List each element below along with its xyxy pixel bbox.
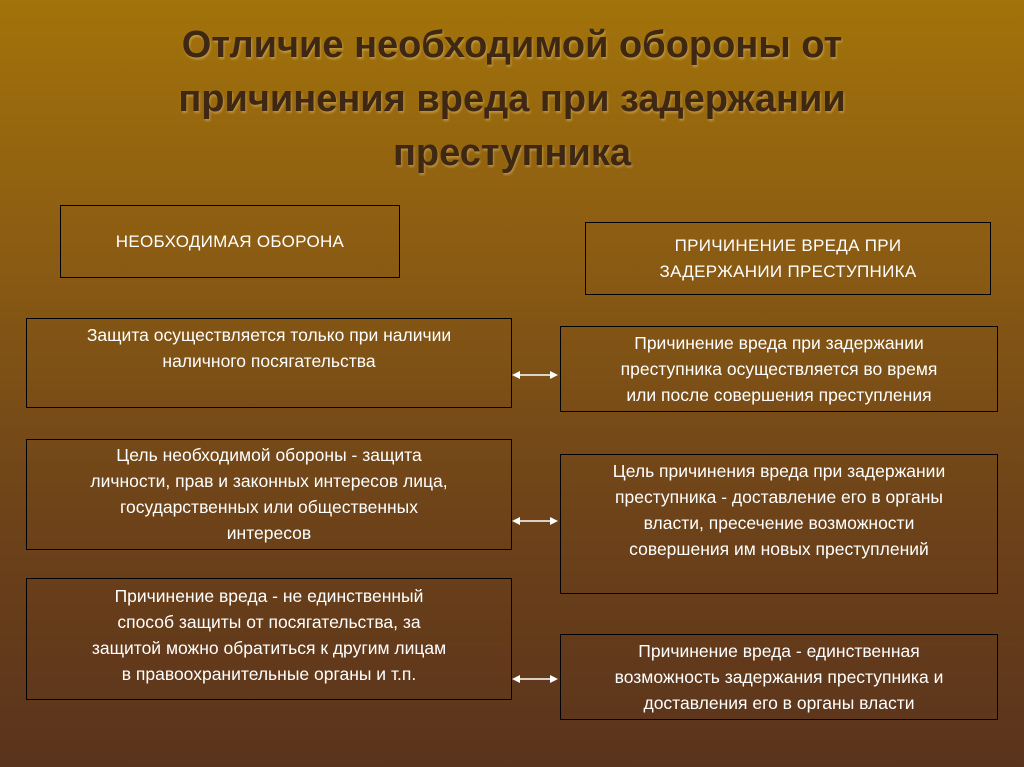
left-header-box: [60, 205, 400, 278]
text-line: способ защиты от посягательства, за: [117, 612, 421, 632]
text-line: преступника - доставление его в органы: [615, 487, 943, 507]
text-line: или после совершения преступления: [626, 385, 932, 405]
text-line: Причинение вреда - не единственный: [114, 586, 424, 606]
text-line: преступника осуществляется во время: [620, 359, 938, 379]
title-line: причинения вреда при задержании: [178, 78, 846, 120]
text-line: доставления его в органы власти: [643, 693, 915, 713]
title-line: Отличие необходимой обороны от: [181, 24, 843, 66]
left-box-1: [26, 318, 512, 408]
text-line: возможность задержания преступника и: [614, 667, 944, 687]
left-box-3: [26, 578, 512, 700]
text-line: интересов: [226, 523, 312, 543]
left-header-text: НЕОБХОДИМАЯ ОБОРОНА: [115, 231, 345, 251]
slide-title: [60, 18, 964, 180]
text-line: защитой можно обратиться к другим лицам: [91, 638, 447, 658]
text-line: государственных или общественных: [119, 497, 418, 517]
right-header-line: ЗАДЕРЖАНИИ ПРЕСТУПНИКА: [659, 261, 917, 281]
right-header-line: ПРИЧИНЕНИЕ ВРЕДА ПРИ: [674, 235, 902, 255]
text-line: Цель причинения вреда при задержании: [612, 461, 946, 481]
title-line: преступника: [392, 132, 632, 174]
text-line: власти, пресечение возможности: [643, 513, 915, 533]
right-box-2: [560, 454, 998, 594]
right-box-1: [560, 326, 998, 412]
text-line: Причинение вреда при задержании: [634, 333, 924, 353]
text-line: совершения им новых преступлений: [629, 539, 929, 559]
text-line: Причинение вреда - единственная: [638, 641, 920, 661]
double-arrow-icon: [512, 515, 558, 527]
text-line: наличного посягательства: [162, 351, 376, 371]
double-arrow-icon: [512, 369, 558, 381]
text-line: в правоохранительные органы и т.п.: [121, 664, 417, 684]
double-arrow-icon: [512, 673, 558, 685]
text-line: Защита осуществляется только при наличии: [86, 325, 452, 345]
right-box-3: [560, 634, 998, 720]
text-line: Цель необходимой обороны - защита: [116, 445, 422, 465]
left-box-2: [26, 439, 512, 550]
text-line: личности, прав и законных интересов лица,: [90, 471, 448, 491]
right-header-box: [585, 222, 991, 295]
